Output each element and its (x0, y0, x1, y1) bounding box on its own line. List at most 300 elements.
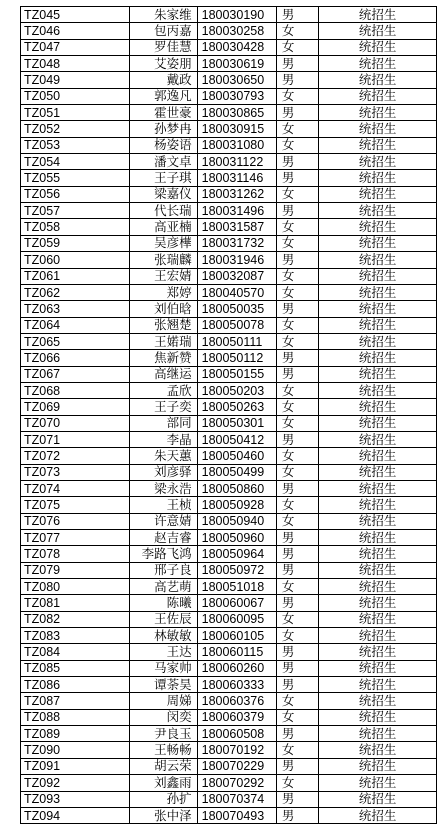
enrollment-type-cell: 统招生 (319, 105, 437, 121)
exam-number-cell: 180030915 (197, 121, 276, 137)
student-id-cell: TZ082 (21, 611, 130, 627)
enrollment-type-cell: 统招生 (319, 219, 437, 235)
student-id-cell: TZ081 (21, 595, 130, 611)
student-id-cell: TZ073 (21, 464, 130, 480)
exam-number-cell: 180050111 (197, 333, 276, 349)
student-id-cell: TZ078 (21, 546, 130, 562)
exam-number-cell: 180030865 (197, 105, 276, 121)
enrollment-type-cell: 统招生 (319, 382, 437, 398)
gender-cell: 男 (276, 726, 318, 742)
student-table (20, 6, 437, 824)
student-name-cell: 李路飞鸿 (130, 546, 197, 562)
enrollment-type-cell: 统招生 (319, 235, 437, 251)
table-row (21, 628, 437, 644)
table-row (21, 562, 437, 578)
exam-number-cell: 180031080 (197, 137, 276, 153)
student-name-cell: 代长瑞 (130, 203, 197, 219)
enrollment-type-cell: 统招生 (319, 301, 437, 317)
exam-number-cell: 180030190 (197, 7, 276, 23)
student-name-cell: 李晶 (130, 431, 197, 447)
enrollment-type-cell: 统招生 (319, 317, 437, 333)
student-name-cell: 罗佳慧 (130, 39, 197, 55)
student-name-cell: 刘伯晗 (130, 301, 197, 317)
gender-cell: 男 (276, 562, 318, 578)
exam-number-cell: 180060376 (197, 693, 276, 709)
gender-cell: 女 (276, 775, 318, 791)
student-name-cell: 王畅畅 (130, 742, 197, 758)
table-row (21, 382, 437, 398)
table-row (21, 595, 437, 611)
enrollment-type-cell: 统招生 (319, 268, 437, 284)
gender-cell: 男 (276, 154, 318, 170)
enrollment-type-cell: 统招生 (319, 56, 437, 72)
table-row (21, 399, 437, 415)
enrollment-type-cell: 统招生 (319, 709, 437, 725)
student-id-cell: TZ055 (21, 170, 130, 186)
student-name-cell: 刘彦驿 (130, 464, 197, 480)
exam-number-cell: 180032087 (197, 268, 276, 284)
exam-number-cell: 180050301 (197, 415, 276, 431)
enrollment-type-cell: 统招生 (319, 88, 437, 104)
exam-number-cell: 180031732 (197, 235, 276, 251)
exam-number-cell: 180070493 (197, 807, 276, 823)
table-row (21, 546, 437, 562)
exam-number-cell: 180060115 (197, 644, 276, 660)
student-name-cell: 包丙嘉 (130, 23, 197, 39)
student-name-cell: 焦新赞 (130, 350, 197, 366)
exam-number-cell: 180070192 (197, 742, 276, 758)
student-name-cell: 谭荼昊 (130, 677, 197, 693)
table-row (21, 39, 437, 55)
student-name-cell: 孙梦冉 (130, 121, 197, 137)
student-id-cell: TZ094 (21, 807, 130, 823)
gender-cell: 男 (276, 758, 318, 774)
enrollment-type-cell: 统招生 (319, 399, 437, 415)
gender-cell: 女 (276, 464, 318, 480)
gender-cell: 女 (276, 121, 318, 137)
gender-cell: 女 (276, 513, 318, 529)
gender-cell: 男 (276, 530, 318, 546)
table-row (21, 72, 437, 88)
enrollment-type-cell: 统招生 (319, 628, 437, 644)
enrollment-type-cell: 统招生 (319, 39, 437, 55)
table-row (21, 350, 437, 366)
table-row (21, 644, 437, 660)
enrollment-type-cell: 统招生 (319, 137, 437, 153)
student-id-cell: TZ086 (21, 677, 130, 693)
student-id-cell: TZ093 (21, 791, 130, 807)
student-name-cell: 张瑞麟 (130, 252, 197, 268)
student-id-cell: TZ087 (21, 693, 130, 709)
exam-number-cell: 180050078 (197, 317, 276, 333)
student-id-cell: TZ088 (21, 709, 130, 725)
enrollment-type-cell: 统招生 (319, 807, 437, 823)
table-row (21, 758, 437, 774)
table-row (21, 742, 437, 758)
table-row (21, 791, 437, 807)
student-id-cell: TZ075 (21, 497, 130, 513)
student-id-cell: TZ074 (21, 480, 130, 496)
enrollment-type-cell: 统招生 (319, 791, 437, 807)
student-name-cell: 许意婧 (130, 513, 197, 529)
enrollment-type-cell: 统招生 (319, 170, 437, 186)
exam-number-cell: 180031496 (197, 203, 276, 219)
table-row (21, 252, 437, 268)
exam-number-cell: 180040570 (197, 284, 276, 300)
table-row (21, 579, 437, 595)
student-name-cell: 张翘楚 (130, 317, 197, 333)
table-row (21, 513, 437, 529)
gender-cell: 男 (276, 105, 318, 121)
table-row (21, 235, 437, 251)
exam-number-cell: 180050860 (197, 480, 276, 496)
table-row (21, 88, 437, 104)
student-id-cell: TZ054 (21, 154, 130, 170)
gender-cell: 女 (276, 317, 318, 333)
student-id-cell: TZ063 (21, 301, 130, 317)
enrollment-type-cell: 统招生 (319, 464, 437, 480)
table-row (21, 693, 437, 709)
student-name-cell: 高艺萌 (130, 579, 197, 595)
table-row (21, 709, 437, 725)
exam-number-cell: 180050203 (197, 382, 276, 398)
table-row (21, 611, 437, 627)
table-row (21, 333, 437, 349)
student-name-cell: 林敏敏 (130, 628, 197, 644)
table-row (21, 726, 437, 742)
student-name-cell: 高亚楠 (130, 219, 197, 235)
exam-number-cell: 180031587 (197, 219, 276, 235)
exam-number-cell: 180050263 (197, 399, 276, 415)
exam-number-cell: 180031146 (197, 170, 276, 186)
student-id-cell: TZ059 (21, 235, 130, 251)
enrollment-type-cell: 统招生 (319, 350, 437, 366)
student-name-cell: 部同 (130, 415, 197, 431)
exam-number-cell: 180030258 (197, 23, 276, 39)
student-id-cell: TZ083 (21, 628, 130, 644)
enrollment-type-cell: 统招生 (319, 562, 437, 578)
table-row (21, 431, 437, 447)
student-id-cell: TZ058 (21, 219, 130, 235)
table-row (21, 186, 437, 202)
gender-cell: 女 (276, 382, 318, 398)
enrollment-type-cell: 统招生 (319, 121, 437, 137)
enrollment-type-cell: 统招生 (319, 595, 437, 611)
student-id-cell: TZ070 (21, 415, 130, 431)
student-id-cell: TZ057 (21, 203, 130, 219)
enrollment-type-cell: 统招生 (319, 497, 437, 513)
gender-cell: 女 (276, 742, 318, 758)
student-name-cell: 艾姿朋 (130, 56, 197, 72)
table-row (21, 807, 437, 823)
table-row (21, 677, 437, 693)
exam-number-cell: 180050035 (197, 301, 276, 317)
enrollment-type-cell: 统招生 (319, 513, 437, 529)
enrollment-type-cell: 统招生 (319, 333, 437, 349)
enrollment-type-cell: 统招生 (319, 677, 437, 693)
exam-number-cell: 180070374 (197, 791, 276, 807)
student-name-cell: 王子琪 (130, 170, 197, 186)
student-id-cell: TZ069 (21, 399, 130, 415)
student-name-cell: 邢子良 (130, 562, 197, 578)
student-id-cell: TZ045 (21, 7, 130, 23)
student-id-cell: TZ090 (21, 742, 130, 758)
gender-cell: 男 (276, 546, 318, 562)
student-name-cell: 王婼瑞 (130, 333, 197, 349)
table-row (21, 154, 437, 170)
table-row (21, 268, 437, 284)
student-id-cell: TZ089 (21, 726, 130, 742)
table-row (21, 317, 437, 333)
exam-number-cell: 180050460 (197, 448, 276, 464)
enrollment-type-cell: 统招生 (319, 758, 437, 774)
student-id-cell: TZ049 (21, 72, 130, 88)
student-name-cell: 郭逸凡 (130, 88, 197, 104)
student-name-cell: 王佐辰 (130, 611, 197, 627)
gender-cell: 女 (276, 415, 318, 431)
enrollment-type-cell: 统招生 (319, 7, 437, 23)
student-id-cell: TZ077 (21, 530, 130, 546)
table-row (21, 660, 437, 676)
table-row (21, 121, 437, 137)
gender-cell: 男 (276, 252, 318, 268)
student-id-cell: TZ051 (21, 105, 130, 121)
enrollment-type-cell: 统招生 (319, 186, 437, 202)
student-name-cell: 马家帅 (130, 660, 197, 676)
gender-cell: 男 (276, 480, 318, 496)
enrollment-type-cell: 统招生 (319, 366, 437, 382)
student-name-cell: 王子奕 (130, 399, 197, 415)
student-id-cell: TZ060 (21, 252, 130, 268)
student-id-cell: TZ052 (21, 121, 130, 137)
exam-number-cell: 180050972 (197, 562, 276, 578)
student-id-cell: TZ048 (21, 56, 130, 72)
exam-number-cell: 180050155 (197, 366, 276, 382)
student-name-cell: 张中泽 (130, 807, 197, 823)
student-name-cell: 周娣 (130, 693, 197, 709)
student-id-cell: TZ085 (21, 660, 130, 676)
student-name-cell: 胡云荣 (130, 758, 197, 774)
table-row (21, 219, 437, 235)
table-row (21, 56, 437, 72)
enrollment-type-cell: 统招生 (319, 660, 437, 676)
exam-number-cell: 180060260 (197, 660, 276, 676)
student-id-cell: TZ079 (21, 562, 130, 578)
gender-cell: 女 (276, 333, 318, 349)
exam-number-cell: 180050960 (197, 530, 276, 546)
exam-number-cell: 180031122 (197, 154, 276, 170)
student-id-cell: TZ076 (21, 513, 130, 529)
enrollment-type-cell: 统招生 (319, 154, 437, 170)
student-id-cell: TZ065 (21, 333, 130, 349)
exam-number-cell: 180051018 (197, 579, 276, 595)
enrollment-type-cell: 统招生 (319, 448, 437, 464)
student-id-cell: TZ084 (21, 644, 130, 660)
gender-cell: 男 (276, 431, 318, 447)
gender-cell: 男 (276, 366, 318, 382)
exam-number-cell: 180060508 (197, 726, 276, 742)
student-name-cell: 杨姿语 (130, 137, 197, 153)
exam-number-cell: 180030428 (197, 39, 276, 55)
student-name-cell: 高继运 (130, 366, 197, 382)
student-name-cell: 梁永浩 (130, 480, 197, 496)
gender-cell: 女 (276, 88, 318, 104)
gender-cell: 女 (276, 186, 318, 202)
student-id-cell: TZ053 (21, 137, 130, 153)
gender-cell: 女 (276, 219, 318, 235)
student-id-cell: TZ061 (21, 268, 130, 284)
gender-cell: 女 (276, 628, 318, 644)
table-row (21, 105, 437, 121)
exam-number-cell: 180050412 (197, 431, 276, 447)
gender-cell: 男 (276, 350, 318, 366)
exam-number-cell: 180050940 (197, 513, 276, 529)
exam-number-cell: 180030793 (197, 88, 276, 104)
student-name-cell: 尹良玉 (130, 726, 197, 742)
student-name-cell: 朱天蕙 (130, 448, 197, 464)
student-name-cell: 王宏婧 (130, 268, 197, 284)
student-name-cell: 潘文卓 (130, 154, 197, 170)
student-name-cell: 戴政 (130, 72, 197, 88)
gender-cell: 男 (276, 644, 318, 660)
exam-number-cell: 180060105 (197, 628, 276, 644)
student-name-cell: 朱家维 (130, 7, 197, 23)
exam-number-cell: 180031946 (197, 252, 276, 268)
student-id-cell: TZ050 (21, 88, 130, 104)
enrollment-type-cell: 统招生 (319, 203, 437, 219)
exam-number-cell: 180030650 (197, 72, 276, 88)
student-name-cell: 梁嘉仪 (130, 186, 197, 202)
student-id-cell: TZ067 (21, 366, 130, 382)
student-id-cell: TZ068 (21, 382, 130, 398)
gender-cell: 女 (276, 611, 318, 627)
gender-cell: 男 (276, 660, 318, 676)
gender-cell: 女 (276, 268, 318, 284)
student-name-cell: 霍世豪 (130, 105, 197, 121)
gender-cell: 男 (276, 595, 318, 611)
enrollment-type-cell: 统招生 (319, 742, 437, 758)
gender-cell: 女 (276, 23, 318, 39)
gender-cell: 女 (276, 709, 318, 725)
table-row (21, 448, 437, 464)
table-row (21, 464, 437, 480)
gender-cell: 男 (276, 807, 318, 823)
exam-number-cell: 180070229 (197, 758, 276, 774)
exam-number-cell: 180050928 (197, 497, 276, 513)
student-id-cell: TZ080 (21, 579, 130, 595)
gender-cell: 男 (276, 170, 318, 186)
exam-number-cell: 180060379 (197, 709, 276, 725)
enrollment-type-cell: 统招生 (319, 644, 437, 660)
student-id-cell: TZ092 (21, 775, 130, 791)
exam-number-cell: 180030619 (197, 56, 276, 72)
table-row (21, 366, 437, 382)
student-id-cell: TZ072 (21, 448, 130, 464)
student-name-cell: 赵吉睿 (130, 530, 197, 546)
student-name-cell: 吴彦樺 (130, 235, 197, 251)
gender-cell: 男 (276, 72, 318, 88)
gender-cell: 女 (276, 137, 318, 153)
student-name-cell: 刘鑫雨 (130, 775, 197, 791)
enrollment-type-cell: 统招生 (319, 693, 437, 709)
enrollment-type-cell: 统招生 (319, 611, 437, 627)
student-name-cell: 王达 (130, 644, 197, 660)
table-row (21, 301, 437, 317)
student-name-cell: 陈曦 (130, 595, 197, 611)
table-row (21, 775, 437, 791)
enrollment-type-cell: 统招生 (319, 23, 437, 39)
enrollment-type-cell: 统招生 (319, 530, 437, 546)
table-row (21, 7, 437, 23)
student-name-cell: 郑婷 (130, 284, 197, 300)
enrollment-type-cell: 统招生 (319, 726, 437, 742)
gender-cell: 男 (276, 677, 318, 693)
student-id-cell: TZ056 (21, 186, 130, 202)
enrollment-type-cell: 统招生 (319, 775, 437, 791)
enrollment-type-cell: 统招生 (319, 284, 437, 300)
table-row (21, 23, 437, 39)
student-name-cell: 王桢 (130, 497, 197, 513)
enrollment-type-cell: 统招生 (319, 72, 437, 88)
exam-number-cell: 180050499 (197, 464, 276, 480)
gender-cell: 男 (276, 7, 318, 23)
enrollment-type-cell: 统招生 (319, 480, 437, 496)
exam-number-cell: 180050112 (197, 350, 276, 366)
student-id-cell: TZ071 (21, 431, 130, 447)
gender-cell: 女 (276, 399, 318, 415)
table-row (21, 203, 437, 219)
enrollment-type-cell: 统招生 (319, 579, 437, 595)
table-row (21, 497, 437, 513)
enrollment-type-cell: 统招生 (319, 415, 437, 431)
table-row (21, 137, 437, 153)
gender-cell: 女 (276, 235, 318, 251)
table-row (21, 480, 437, 496)
table-row (21, 530, 437, 546)
enrollment-type-cell: 统招生 (319, 252, 437, 268)
student-name-cell: 孟欣 (130, 382, 197, 398)
enrollment-type-cell: 统招生 (319, 546, 437, 562)
student-id-cell: TZ047 (21, 39, 130, 55)
gender-cell: 女 (276, 579, 318, 595)
student-id-cell: TZ046 (21, 23, 130, 39)
student-id-cell: TZ091 (21, 758, 130, 774)
gender-cell: 男 (276, 791, 318, 807)
gender-cell: 女 (276, 497, 318, 513)
gender-cell: 女 (276, 39, 318, 55)
student-id-cell: TZ062 (21, 284, 130, 300)
exam-number-cell: 180060095 (197, 611, 276, 627)
table-row (21, 284, 437, 300)
table-row (21, 170, 437, 186)
student-id-cell: TZ066 (21, 350, 130, 366)
exam-number-cell: 180031262 (197, 186, 276, 202)
gender-cell: 女 (276, 284, 318, 300)
gender-cell: 男 (276, 301, 318, 317)
gender-cell: 女 (276, 693, 318, 709)
student-table-body (21, 7, 437, 824)
table-row (21, 415, 437, 431)
exam-number-cell: 180060333 (197, 677, 276, 693)
student-id-cell: TZ064 (21, 317, 130, 333)
gender-cell: 女 (276, 448, 318, 464)
gender-cell: 男 (276, 56, 318, 72)
exam-number-cell: 180050964 (197, 546, 276, 562)
gender-cell: 男 (276, 203, 318, 219)
student-name-cell: 闵奕 (130, 709, 197, 725)
enrollment-type-cell: 统招生 (319, 431, 437, 447)
exam-number-cell: 180060067 (197, 595, 276, 611)
